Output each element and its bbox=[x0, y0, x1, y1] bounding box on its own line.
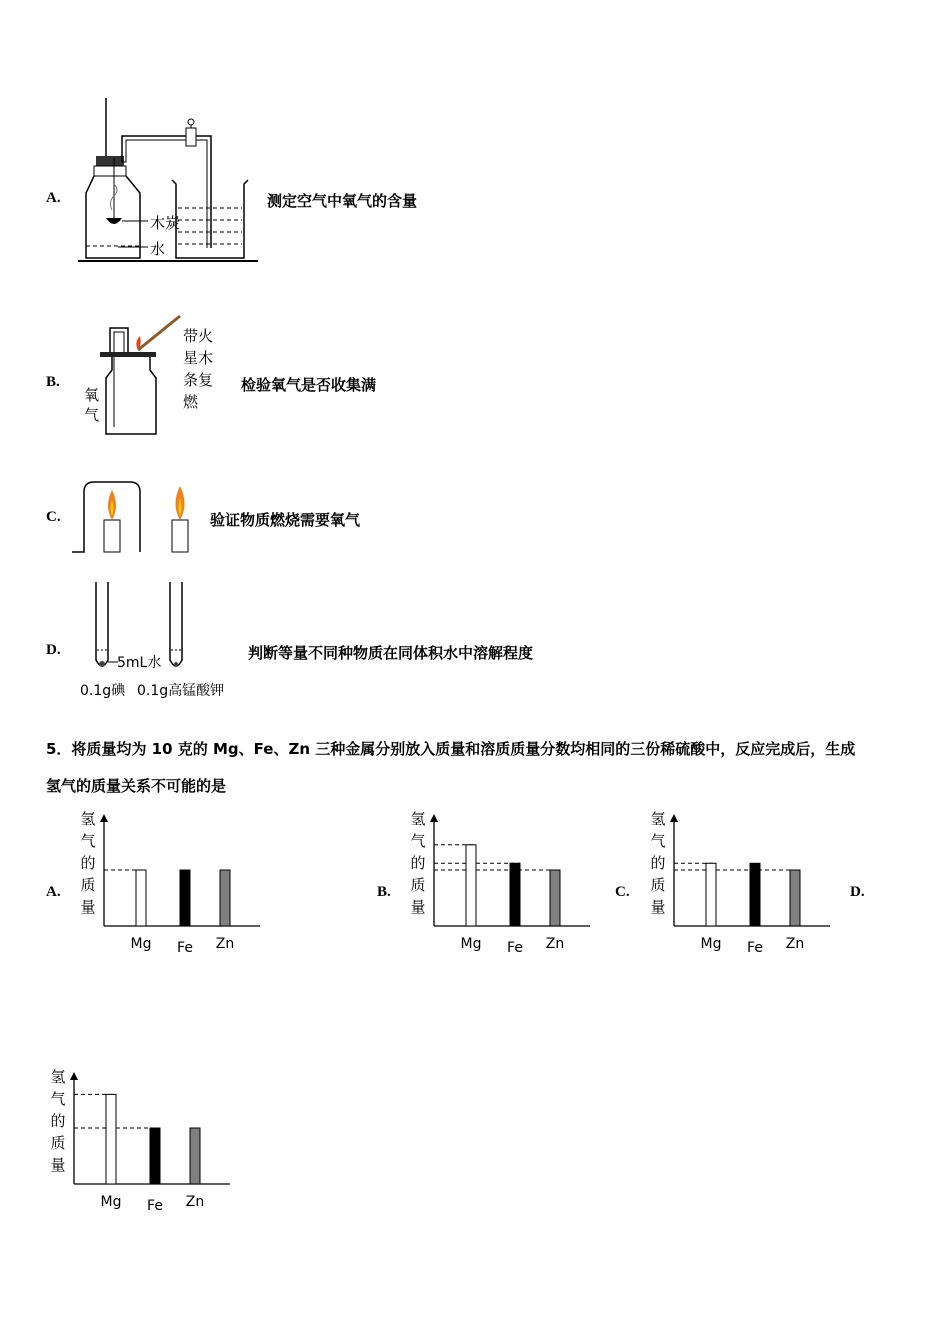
chart-d bbox=[46, 1066, 236, 1216]
bar-fe bbox=[180, 870, 190, 926]
y-axis-label-char: 量 bbox=[80, 898, 96, 916]
apparatus-c-diagram bbox=[72, 480, 198, 556]
label-5ml-water: 5mL水 bbox=[117, 655, 162, 671]
y-axis-label-char: 气 bbox=[50, 1090, 66, 1108]
bar-fe bbox=[750, 863, 760, 926]
y-axis-label-char: 氢 bbox=[50, 1068, 66, 1086]
option-d-letter: D. bbox=[46, 642, 61, 658]
y-axis-arrow bbox=[70, 1072, 78, 1080]
apparatus-a-diagram bbox=[78, 98, 263, 268]
label-oxygen-1: 氧 bbox=[84, 386, 100, 404]
y-axis-label-char: 气 bbox=[80, 832, 96, 850]
bar-fe bbox=[150, 1128, 160, 1184]
y-axis-label-char: 质 bbox=[410, 876, 426, 894]
option-c-letter: C. bbox=[46, 509, 61, 525]
x-tick-label: Zn bbox=[185, 1194, 205, 1210]
bar-zn bbox=[790, 870, 800, 926]
x-tick-label: Mg bbox=[100, 1194, 122, 1210]
q5-option-c-letter: C. bbox=[615, 884, 630, 900]
q5-option-b-letter: B. bbox=[377, 884, 391, 900]
label-splint-4: 燃 bbox=[183, 393, 199, 411]
label-splint-3: 条复 bbox=[183, 371, 214, 389]
label-iodine: 0.1g碘 bbox=[80, 683, 126, 699]
bar-mg bbox=[106, 1094, 116, 1184]
x-tick-label: Fe bbox=[147, 1198, 163, 1214]
y-axis-arrow bbox=[100, 814, 108, 822]
bar-zn bbox=[220, 870, 230, 926]
label-splint-1: 带火 bbox=[183, 327, 214, 345]
question-5-line-1: 5．将质量均为 10 克的 Mg、Fe、Zn 三种金属分别放入质量和溶质质量分数均相同的三份稀硫酸中，反应完成后，生成 bbox=[46, 740, 856, 758]
x-tick-label: Mg bbox=[460, 936, 482, 952]
y-axis-label-char: 量 bbox=[650, 898, 666, 916]
x-tick-label: Fe bbox=[177, 940, 193, 956]
y-axis-label-char: 氢 bbox=[410, 810, 426, 828]
chart-b bbox=[406, 808, 596, 958]
x-tick-label: Fe bbox=[747, 940, 763, 956]
y-axis-label-char: 的 bbox=[50, 1112, 66, 1130]
label-permanganate: 0.1g高锰酸钾 bbox=[137, 683, 225, 699]
q5-option-d-letter: D. bbox=[850, 884, 865, 900]
y-axis-label-char: 的 bbox=[650, 854, 666, 872]
q5-option-a-letter: A. bbox=[46, 884, 61, 900]
apparatus-b-diagram bbox=[98, 312, 188, 440]
option-b-caption: 检验氧气是否收集满 bbox=[241, 376, 377, 394]
y-axis-label-char: 氢 bbox=[650, 810, 666, 828]
y-axis-label-char: 量 bbox=[50, 1156, 66, 1174]
x-tick-label: Mg bbox=[130, 936, 152, 952]
x-tick-label: Zn bbox=[545, 936, 565, 952]
bar-fe bbox=[510, 863, 520, 926]
option-a-caption: 测定空气中氧气的含量 bbox=[267, 192, 418, 210]
bar-zn bbox=[190, 1128, 200, 1184]
label-oxygen-2: 气 bbox=[84, 406, 100, 424]
y-axis-label-char: 质 bbox=[650, 876, 666, 894]
x-tick-label: Fe bbox=[507, 940, 523, 956]
option-c-caption: 验证物质燃烧需要氧气 bbox=[210, 511, 361, 529]
y-axis-arrow bbox=[670, 814, 678, 822]
bar-mg bbox=[706, 863, 716, 926]
x-tick-label: Zn bbox=[785, 936, 805, 952]
x-tick-label: Zn bbox=[215, 936, 235, 952]
y-axis-arrow bbox=[430, 814, 438, 822]
bar-mg bbox=[466, 845, 476, 926]
y-axis-label-char: 量 bbox=[410, 898, 426, 916]
option-b-letter: B. bbox=[46, 374, 60, 390]
option-d-caption: 判断等量不同种物质在同体积水中溶解程度 bbox=[248, 644, 534, 662]
question-5-line-2: 氢气的质量关系不可能的是 bbox=[46, 777, 227, 795]
x-tick-label: Mg bbox=[700, 936, 722, 952]
y-axis-label-char: 气 bbox=[410, 832, 426, 850]
label-charcoal: 木炭 bbox=[150, 214, 181, 232]
y-axis-label-char: 质 bbox=[80, 876, 96, 894]
chart-a bbox=[76, 808, 266, 958]
y-axis-label-char: 的 bbox=[410, 854, 426, 872]
y-axis-label-char: 质 bbox=[50, 1134, 66, 1152]
label-splint-2: 星木 bbox=[183, 349, 214, 367]
y-axis-label-char: 氢 bbox=[80, 810, 96, 828]
y-axis-label-char: 的 bbox=[80, 854, 96, 872]
chart-c bbox=[646, 808, 836, 958]
y-axis-label-char: 气 bbox=[650, 832, 666, 850]
option-a-letter: A. bbox=[46, 190, 61, 206]
bar-mg bbox=[136, 870, 146, 926]
label-water: 水 bbox=[150, 240, 166, 258]
bar-zn bbox=[550, 870, 560, 926]
